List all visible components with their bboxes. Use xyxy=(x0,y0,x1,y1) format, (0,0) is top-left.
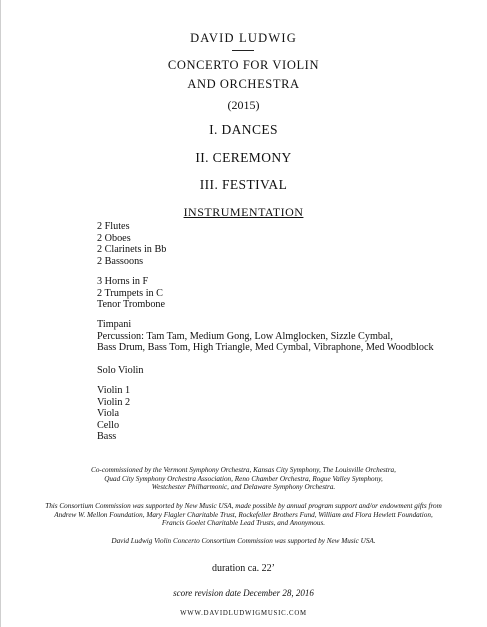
instrument-item: Timpani xyxy=(97,319,132,330)
instrument-item: 2 Clarinets in Bb xyxy=(97,244,167,256)
instrument-item: 2 Oboes xyxy=(97,232,131,244)
instrument-item: Bass Drum, Bass Tom, High Triangle, Med Cymbal, Vibraphone, Med Woodblock xyxy=(97,342,434,354)
composer-name: DAVID LUDWIG xyxy=(190,31,297,45)
instrument-item: 3 Horns in F xyxy=(97,276,149,287)
percussion-list xyxy=(97,319,434,354)
consortium-credit xyxy=(0,502,487,528)
instrumentation-heading: INSTRUMENTATION xyxy=(183,205,304,219)
credit-line: Andrew W. Mellon Foundation, Mary Flagler Charitable Trust, Rockefeller Brothers Fund, William and Flora Hewlett Foundation, xyxy=(54,510,433,519)
work-title-line-2: AND ORCHESTRA xyxy=(187,77,300,91)
solo-instrument: Solo Violin xyxy=(97,365,144,376)
revision-date: score revision date December 28, 2016 xyxy=(173,588,314,598)
title-divider xyxy=(232,50,254,51)
credit-line: Westchester Philharmonic, and Delaware Symphony Orchestra. xyxy=(151,483,336,492)
duration: duration ca. 22’ xyxy=(211,563,276,574)
page-edge xyxy=(0,0,1,627)
work-title-line-1: CONCERTO FOR VIOLIN xyxy=(167,58,320,72)
instrument-item: 2 Flutes xyxy=(97,221,130,232)
instrument-item: Violin 2 xyxy=(97,396,131,408)
credit-line: This Consortium Commission was supported by New Music USA, made possible by annual program support and/or endowment gifts from xyxy=(45,502,442,510)
brass-list xyxy=(97,276,165,311)
woodwinds-list xyxy=(97,221,166,267)
movement-1: I. DANCES xyxy=(209,122,278,137)
movement-3: III. FESTIVAL xyxy=(199,177,288,192)
website-url: WWW.DAVIDLUDWIGMUSIC.COM xyxy=(180,610,307,617)
instrument-item: Viola xyxy=(97,408,120,420)
credit-line: Co-commissioned by the Vermont Symphony Orchestra, Kansas City Symphony, The Louisville Orchestra, xyxy=(91,466,396,474)
instrument-item: Percussion: Tam Tam, Medium Gong, Low Almglocken, Sizzle Cymbal, xyxy=(97,330,393,342)
strings-list xyxy=(97,385,130,443)
credit-line: Francis Goelet Charitable Lead Trusts, and Anonymous. xyxy=(161,519,326,528)
instrument-item: 2 Bassoons xyxy=(97,255,144,267)
instrument-item: 2 Trumpets in C xyxy=(97,287,163,299)
credit-line: Quad City Symphony Orchestra Association, Reno Chamber Orchestra, Rogue Valley Symphony, xyxy=(104,474,383,483)
composition-year: (2015) xyxy=(227,98,260,112)
instrument-item: Bass xyxy=(97,431,117,443)
instrument-item: Cello xyxy=(97,419,120,431)
support-credit: David Ludwig Violin Concerto Consortium Commission was supported by New Music USA. xyxy=(111,537,376,545)
instrument-item: Violin 1 xyxy=(97,385,131,396)
commission-credit xyxy=(0,466,487,492)
instrument-item: Tenor Trombone xyxy=(97,299,166,311)
movement-2: II. CEREMONY xyxy=(195,150,292,165)
